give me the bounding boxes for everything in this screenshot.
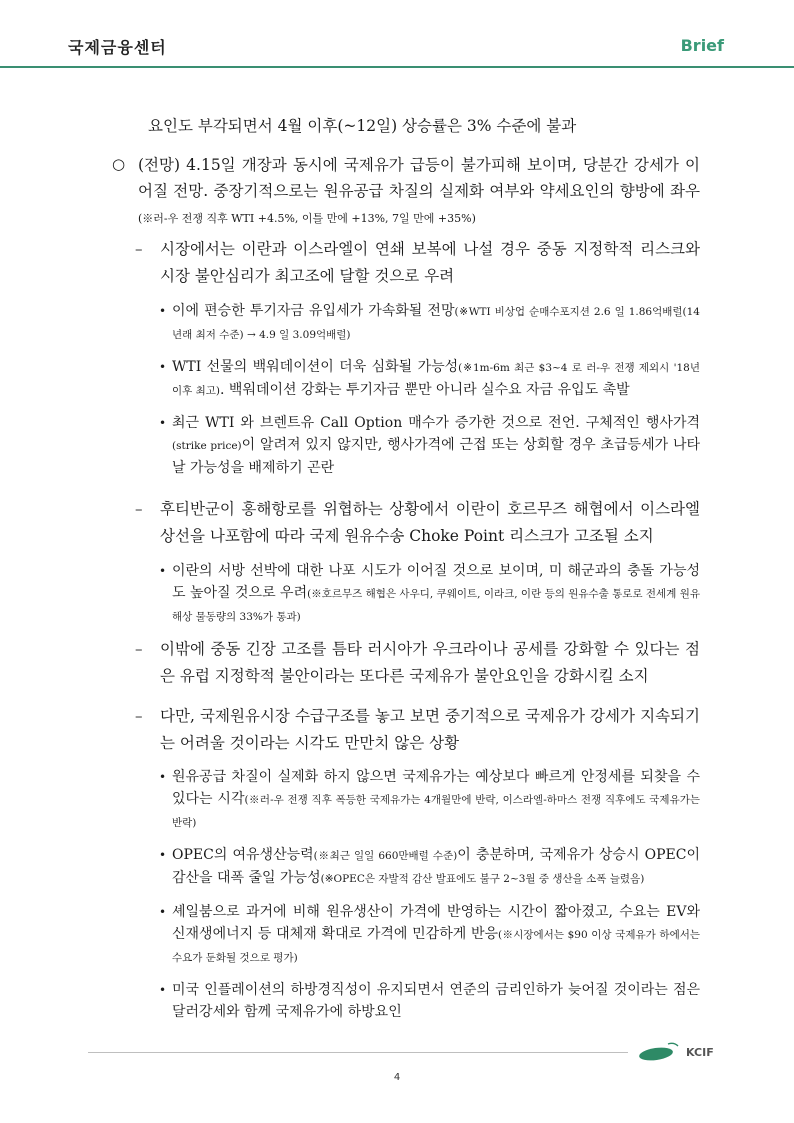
bullet-marker: • xyxy=(159,304,167,318)
bullet-text-cont: 이 알려져 있지 않지만, 행사가격에 근접 또는 상회할 경우 초급등세가 나타날 가능성을 배제하기 곤란 xyxy=(172,437,700,476)
section-4-text: 다만, 국제원유시장 수급구조를 놓고 보면 중기적으로 국제유가 강세가 지속되기는 어려울 것이라는 시각도 만만치 않은 상황 xyxy=(160,707,700,752)
bullet-note: (※최근 일일 660만배럴 수준) xyxy=(313,850,458,862)
bullet-text: 미국 인플레이션의 하방경직성이 유지되면서 연준의 금리인하가 늦어질 것이라는 점은 달러강세와 함께 국제유가에 하방요인 xyxy=(172,982,700,1020)
bullet-text: OPEC의 여유생산능력 xyxy=(172,847,314,863)
bullet-note: (※시장에서는 $90 이상 국제유가 하에서는 수요가 둔화될 것으로 평가) xyxy=(172,929,700,964)
circle-marker: ○ xyxy=(112,155,126,173)
bullet-text-cont: . 백워데이션 강화는 투기자금 뿐만 아니라 실수요 자금 유입도 촉발 xyxy=(220,382,630,398)
footer-divider xyxy=(88,1052,628,1053)
section-1-text: 시장에서는 이란과 이스라엘이 연쇄 보복에 나설 경우 중동 지정학적 리스크와 시장 불안심리가 최고조에 달할 것으로 우려 xyxy=(160,240,700,285)
section-4-bullet-4 xyxy=(172,979,700,1023)
bullet-note: (※WTI 비상업 순매수포지션 2.6 일 1.86억배럴(14년래 최저 수준) → 4.9 일 3.09억배럴) xyxy=(172,306,700,341)
bullet-marker: • xyxy=(159,770,167,784)
bullet-note: (※호르무즈 해협은 사우디, 쿠웨이트, 이라크, 이란 등의 원유수출 통로로 전세계 원유 해상 물동량의 33%가 통과) xyxy=(172,588,700,623)
outlook-paragraph xyxy=(138,152,700,232)
header-brief-label: Brief xyxy=(680,36,724,55)
bullet-note: (※러-우 전쟁 직후 폭등한 국제유가는 4개월만에 반락, 이스라엘-하마스 전쟁 직후에도 국제유가는 반락) xyxy=(172,794,700,829)
bullet-note: (※1m-6m 최근 $3~4 로 러-우 전쟁 제외시 '18년 이후 최고) xyxy=(172,362,700,397)
bullet-marker: • xyxy=(159,905,167,919)
section-4-bullet-3 xyxy=(172,901,700,969)
bullet-marker: • xyxy=(159,416,167,430)
bullet-text: WTI 선물의 백워데이션이 더욱 심화될 가능성 xyxy=(172,359,459,375)
intro-line: 요인도 부각되면서 4월 이후(~12일) 상승률은 3% 수준에 불과 xyxy=(148,117,577,135)
bullet-marker: • xyxy=(159,848,167,862)
bullet-marker: • xyxy=(159,983,167,997)
header-title: 국제금융센터 xyxy=(68,38,167,57)
bullet-text: 셰일붐으로 과거에 비해 원유생산이 가격에 반영하는 시간이 짧아졌고, 수요는 EV와 신재생에너지 등 대체재 확대로 가격에 민감하게 반응 xyxy=(172,904,700,942)
bullet-note: (strike price) xyxy=(172,440,242,452)
section-4-bullet-1 xyxy=(172,766,700,834)
footer-logo-text: KCIF xyxy=(686,1046,714,1059)
section-1-bullet-2 xyxy=(172,356,700,402)
bullet-text-cont: 이 충분하며, 국제유가 상승시 OPEC이 감산을 대폭 줄일 가능성 xyxy=(172,847,700,886)
page-number: 4 xyxy=(393,1072,401,1083)
section-2-text: 후티반군이 홍해항로를 위협하는 상황에서 이란이 호르무즈 해협에서 이스라엘 상선을 나포함에 따라 국제 원유수송 Choke Point 리스크가 고조될 소지 xyxy=(160,500,700,545)
section-1-bullet-1 xyxy=(172,300,700,346)
dash-marker: – xyxy=(135,707,143,725)
bullet-text: 이란의 서방 선박에 대한 나포 시도가 이어질 것으로 보이며, 미 해군과의 충돌 가능성도 높아질 것으로 우려 xyxy=(172,563,700,601)
section-3-text: 이밖에 중동 긴장 고조를 틈타 러시아가 우크라이나 공세를 강화할 수 있다는 점은 유럽 지정학적 불안이라는 또다른 국제유가 불안요인을 강화시킬 소지 xyxy=(160,640,700,685)
page-header xyxy=(0,0,794,70)
dash-marker: – xyxy=(135,240,143,258)
section-2-bullet-1 xyxy=(172,560,700,628)
bullet-text: 이에 편승한 투기자금 유입세가 가속화될 전망 xyxy=(172,303,455,319)
bullet-marker: • xyxy=(159,564,167,578)
bullet-text: 원유공급 차질이 실제화 하지 않으면 국제유가는 예상보다 빠르게 안정세를 되찾을 수 있다는 시각 xyxy=(172,769,700,807)
outlook-text: (전망) 4.15일 개장과 동시에 국제유가 급등이 불가피해 보이며, 당분간 강세가 이어질 전망. 중장기적으로는 원유공급 차질의 실제화 여부와 약세요인의 향방에 좌우 xyxy=(138,156,700,200)
section-4-bullet-2 xyxy=(172,844,700,890)
section-1-bullet-3 xyxy=(172,412,700,479)
dash-marker: – xyxy=(135,640,143,658)
bullet-text: 최근 WTI 와 브렌트유 Call Option 매수가 증가한 것으로 전언. 구체적인 행사가격 xyxy=(172,415,700,431)
outlook-note: (※러-우 전쟁 직후 WTI +4.5%, 이틀 만에 +13%, 7일 만에 +35%) xyxy=(138,212,476,225)
bullet-marker: • xyxy=(159,360,167,374)
bullet-note-2: (※OPEC은 자발적 감산 발표에도 불구 2~3월 중 생산을 소폭 늘렸음) xyxy=(320,873,645,885)
dash-marker: – xyxy=(135,500,143,518)
header-divider xyxy=(0,66,794,68)
